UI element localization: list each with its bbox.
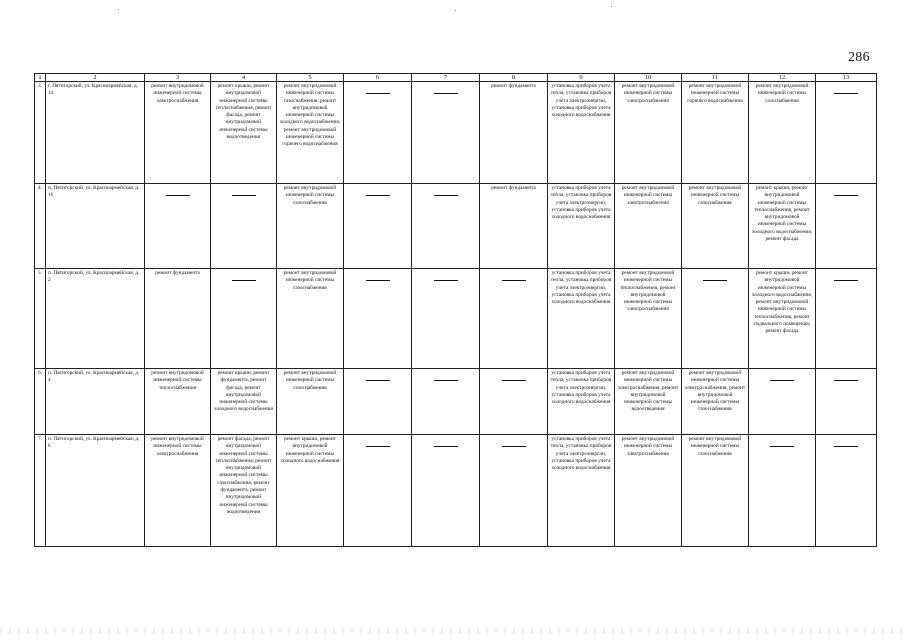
dash-mark — [770, 380, 794, 381]
dash-mark — [834, 380, 858, 381]
empty-cell — [816, 435, 877, 547]
work-cell: ремонт крыши, ремонт внутридомовой инженерной системы холодного водоснабжения, ремонт внутридомовой инженерной системы теплоснабжения, ремонт подвального помещения, ремонт фасада — [749, 269, 816, 369]
address-cell: п. Пятигорский, ул. Красноармейская, д. 2 — [46, 269, 145, 369]
row-number: 7. — [35, 435, 46, 547]
work-cell: ремонт внутридомовой инженерной системы газоснабжения — [749, 82, 816, 184]
column-number: 5 — [277, 74, 344, 82]
work-cell: ремонт внутридомовой инженерной системы электроснабжения — [615, 184, 682, 269]
dash-mark — [834, 93, 858, 94]
work-cell: ремонт крыши, ремонт внутридомовой инженерной системы теплоснабжения, ремонт внутридомовой инженерной системы холодного водоснабжения, ремонт фасада — [749, 184, 816, 269]
empty-cell — [480, 435, 548, 547]
empty-cell — [211, 269, 277, 369]
scan-speck — [118, 9, 119, 10]
dash-mark — [434, 93, 458, 94]
work-cell: ремонт внутридомовой инженерной системы теплоснабжения, ремонт внутридомовой инженерной системы электроснабжения — [615, 269, 682, 369]
dash-mark — [166, 195, 190, 196]
work-cell: ремонт фундамента — [480, 184, 548, 269]
work-cell: ремонт внутридомовой инженерной системы электроснабжения, ремонт внутридомовой инженерной системы газоснабжения — [682, 369, 749, 435]
empty-cell — [344, 369, 412, 435]
row-number: 5. — [35, 269, 46, 369]
dash-mark — [366, 380, 390, 381]
work-cell: ремонт внутридомовой инженерной системы горячего водоснабжения — [682, 82, 749, 184]
table-row — [35, 369, 877, 435]
dash-mark — [770, 446, 794, 447]
column-number: 9 — [548, 74, 615, 82]
work-cell: установка приборов учета тепла, установка приборов учета электроэнергии, установка приборов учета холодного водоснабжения — [548, 369, 615, 435]
row-number: 3. — [35, 82, 46, 184]
table-row — [35, 435, 877, 547]
work-cell: ремонт внутридомовой инженерной системы газоснабжения — [277, 184, 344, 269]
work-cell: ремонт крыши, ремонт внутридомовой инженерной системы теплоснабжения, ремонт фасада, ремонт внутридомовой инженерной системы водоотведения — [211, 82, 277, 184]
dash-mark — [366, 446, 390, 447]
row-number: 4. — [35, 184, 46, 269]
dash-mark — [366, 93, 390, 94]
empty-cell — [412, 435, 480, 547]
work-cell: ремонт внутридомовой инженерной системы газоснабжения — [682, 435, 749, 547]
column-number: 12 — [749, 74, 816, 82]
column-number: 10 — [615, 74, 682, 82]
column-number: 4 — [211, 74, 277, 82]
dash-mark — [434, 380, 458, 381]
empty-cell — [816, 82, 877, 184]
empty-cell — [480, 269, 548, 369]
dash-mark — [834, 446, 858, 447]
empty-cell — [344, 82, 412, 184]
dash-mark — [502, 280, 526, 281]
empty-cell — [412, 369, 480, 435]
work-cell: ремонт крыши, ремонт фундамента, ремонт фасада, ремонт внутридомовой инженерной системы холодного водоснабжения — [211, 369, 277, 435]
table-row — [35, 184, 877, 269]
empty-cell — [480, 369, 548, 435]
empty-cell — [412, 184, 480, 269]
work-cell: ремонт фундамента — [145, 269, 211, 369]
row-number: 6. — [35, 369, 46, 435]
column-number-row — [35, 74, 877, 82]
work-cell: ремонт фасада, ремонт внутридомовой инженерной системы теплоснабжения, ремонт внутридомовой инженерной системы газоснабжения, ремонт фундамента, ремонт внутридомовой инженерной системы водоотведения — [211, 435, 277, 547]
work-cell: ремонт внутридомовой инженерной системы электроснабжения — [615, 435, 682, 547]
work-cell: установка приборов учета тепла, установка приборов учета электроэнергии, установка приборов учета холодного водоснабжения — [548, 82, 615, 184]
address-cell: п. Пятигорский, ул. Красноармейская, д. 6 — [46, 435, 145, 547]
empty-cell — [211, 184, 277, 269]
scan-noise — [0, 628, 905, 634]
dash-mark — [502, 380, 526, 381]
dash-mark — [434, 280, 458, 281]
work-cell: ремонт внутридомовой инженерной системы электроснабжения, ремонт внутридомовой инженерной системы водоотведения — [615, 369, 682, 435]
dash-mark — [834, 195, 858, 196]
empty-cell — [412, 82, 480, 184]
dash-mark — [232, 195, 256, 196]
work-cell: ремонт внутридомовой инженерной системы электроснабжения — [615, 82, 682, 184]
repair-schedule-table — [34, 73, 877, 547]
work-cell: ремонт фундамента — [480, 82, 548, 184]
empty-cell — [816, 369, 877, 435]
work-cell: ремонт внутридомовой инженерной системы газоснабжения — [277, 269, 344, 369]
empty-cell — [816, 269, 877, 369]
column-number: 1 — [35, 74, 46, 82]
empty-cell — [344, 184, 412, 269]
empty-cell — [412, 269, 480, 369]
scan-speck — [611, 6, 612, 7]
empty-cell — [344, 269, 412, 369]
work-cell: установка приборов учета тепла, установка приборов учета электроэнергии, установка приборов учета холодного водоснабжения — [548, 435, 615, 547]
column-number: 7 — [412, 74, 480, 82]
column-number: 2 — [46, 74, 145, 82]
work-cell: ремонт внутридомовой инженерной системы теплоснабжения — [145, 369, 211, 435]
work-cell: установка приборов учета тепла, установка приборов учета электроэнергии, установка приборов учета холодного водоснабжения — [548, 184, 615, 269]
dash-mark — [834, 280, 858, 281]
scan-speck — [455, 10, 456, 11]
column-number: 8 — [480, 74, 548, 82]
dash-mark — [366, 280, 390, 281]
column-number: 13 — [816, 74, 877, 82]
dash-mark — [434, 446, 458, 447]
address-cell: г. Пятигорский, ул. Красноармейская, д. 14 — [46, 82, 145, 184]
page-number: 286 — [848, 50, 870, 65]
empty-cell — [682, 269, 749, 369]
work-cell: ремонт внутридомовой инженерной системы электроснабжения — [145, 82, 211, 184]
table-row — [35, 82, 877, 184]
dash-mark — [703, 280, 727, 281]
column-number: 11 — [682, 74, 749, 82]
work-cell: ремонт крыши, ремонт внутридомовой инженерной системы холодного водоснабжения — [277, 435, 344, 547]
work-cell: ремонт внутридомовой инженерной системы газоснабжения, ремонт внутридомовой инженерной системы холодного водоснабжения, ремонт внутридомовой инженерной системы горячего водоснабжения — [277, 82, 344, 184]
empty-cell — [816, 184, 877, 269]
dash-mark — [434, 195, 458, 196]
empty-cell — [749, 369, 816, 435]
empty-cell — [344, 435, 412, 547]
dash-mark — [502, 446, 526, 447]
work-cell: ремонт внутридомовой инженерной системы электроснабжения — [145, 435, 211, 547]
column-number: 3 — [145, 74, 211, 82]
table-row — [35, 269, 877, 369]
address-cell: п. Пятигорский, ул. Красноармейская, д. 4 — [46, 369, 145, 435]
work-cell: ремонт внутридомовой инженерной системы газоснабжения — [682, 184, 749, 269]
work-cell: ремонт внутридомовой инженерной системы газоснабжения — [277, 369, 344, 435]
empty-cell — [145, 184, 211, 269]
work-cell: установка приборов учета тепла, установка приборов учета электроэнергии, установка приборов учета холодного водоснабжения — [548, 269, 615, 369]
dash-mark — [232, 280, 256, 281]
column-number: 6 — [344, 74, 412, 82]
dash-mark — [366, 195, 390, 196]
address-cell: п. Пятигорский, ул. Красноармейская, д. 16 — [46, 184, 145, 269]
empty-cell — [749, 435, 816, 547]
